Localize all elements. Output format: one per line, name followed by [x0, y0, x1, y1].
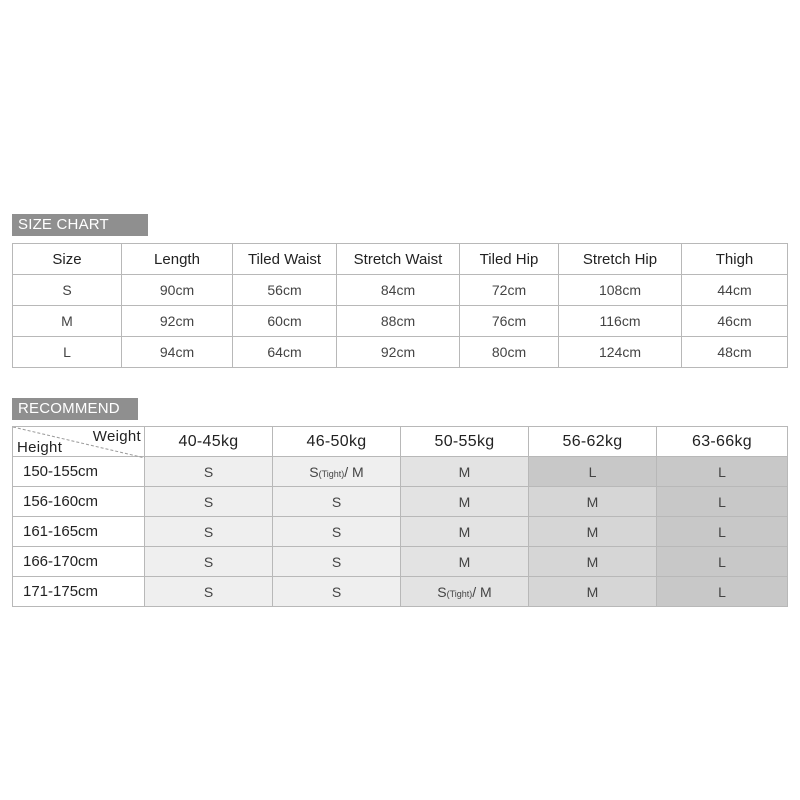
- corner-weight-label: Weight: [92, 428, 141, 445]
- height-label: 161-165cm: [13, 517, 145, 547]
- measurement-cell: 44cm: [682, 275, 788, 306]
- header-stretch-waist: Stretch Waist: [337, 244, 460, 275]
- measurement-cell: 46cm: [682, 306, 788, 337]
- measurement-cell: 116cm: [559, 306, 682, 337]
- recommend-header-row: [13, 427, 788, 457]
- recommended-size-cell: L: [657, 547, 788, 577]
- measurement-cell: 60cm: [233, 306, 337, 337]
- measurement-cell: 94cm: [122, 337, 233, 368]
- recommend-title: RECOMMEND: [12, 398, 138, 420]
- size-main: S: [437, 583, 447, 600]
- recommended-size-cell: S: [145, 517, 273, 547]
- tight-note: (Tight): [446, 588, 473, 599]
- recommended-size-cell: S: [273, 577, 401, 607]
- corner-height-label: Height: [17, 439, 63, 456]
- measurement-cell: 80cm: [460, 337, 559, 368]
- weight-header: 46-50kg: [273, 427, 401, 457]
- measurement-cell: 72cm: [460, 275, 559, 306]
- recommended-size-cell: S: [145, 577, 273, 607]
- header-stretch-hip: Stretch Hip: [559, 244, 682, 275]
- header-tiled-hip: Tiled Hip: [460, 244, 559, 275]
- size-row: [13, 275, 788, 306]
- recommended-size-cell: M: [401, 517, 529, 547]
- recommended-size-cell: [273, 457, 401, 487]
- recommended-size-cell: L: [657, 457, 788, 487]
- header-tiled-waist: Tiled Waist: [233, 244, 337, 275]
- recommended-size-cell: M: [529, 547, 657, 577]
- recommended-size-cell: [401, 577, 529, 607]
- size-main: S: [309, 463, 319, 480]
- weight-header: 56-62kg: [529, 427, 657, 457]
- recommend-table: [12, 426, 788, 607]
- header-length: Length: [122, 244, 233, 275]
- size-alt: / M: [344, 463, 364, 480]
- measurement-cell: 90cm: [122, 275, 233, 306]
- header-size: Size: [13, 244, 122, 275]
- measurement-cell: 76cm: [460, 306, 559, 337]
- weight-height-corner: [13, 427, 145, 457]
- recommend-row: [13, 487, 788, 517]
- measurement-cell: 64cm: [233, 337, 337, 368]
- size-row: [13, 337, 788, 368]
- recommended-size-cell: S: [273, 547, 401, 577]
- recommended-size-cell: S: [145, 457, 273, 487]
- recommend-row: [13, 457, 788, 487]
- height-label: 166-170cm: [13, 547, 145, 577]
- size-row: [13, 306, 788, 337]
- recommended-size-cell: M: [401, 547, 529, 577]
- recommended-size-cell: M: [401, 457, 529, 487]
- size-alt: / M: [472, 583, 492, 600]
- recommended-size-cell: M: [401, 487, 529, 517]
- recommended-size-cell: L: [657, 517, 788, 547]
- measurement-cell: 88cm: [337, 306, 460, 337]
- height-label: 171-175cm: [13, 577, 145, 607]
- measurement-cell: 84cm: [337, 275, 460, 306]
- recommend-row: [13, 577, 788, 607]
- recommended-size-cell: L: [657, 487, 788, 517]
- recommended-size-cell: S: [145, 487, 273, 517]
- recommend-row: [13, 547, 788, 577]
- recommend-row: [13, 517, 788, 547]
- measurement-cell: 92cm: [337, 337, 460, 368]
- measurement-cell: 48cm: [682, 337, 788, 368]
- measurement-cell: 108cm: [559, 275, 682, 306]
- size-label: M: [13, 306, 122, 337]
- weight-header: 40-45kg: [145, 427, 273, 457]
- recommended-size-cell: M: [529, 517, 657, 547]
- measurement-cell: 56cm: [233, 275, 337, 306]
- measurement-cell: 92cm: [122, 306, 233, 337]
- tight-note: (Tight): [318, 468, 345, 479]
- header-thigh: Thigh: [682, 244, 788, 275]
- recommended-size-cell: S: [145, 547, 273, 577]
- size-label: L: [13, 337, 122, 368]
- weight-header: 63-66kg: [657, 427, 788, 457]
- size-chart-title: SIZE CHART: [12, 214, 148, 236]
- size-label: S: [13, 275, 122, 306]
- recommended-size-cell: S: [273, 487, 401, 517]
- size-chart-header-row: [13, 244, 788, 275]
- recommended-size-cell: S: [273, 517, 401, 547]
- recommended-size-cell: M: [529, 577, 657, 607]
- height-label: 156-160cm: [13, 487, 145, 517]
- recommended-size-cell: M: [529, 487, 657, 517]
- measurement-cell: 124cm: [559, 337, 682, 368]
- recommended-size-cell: L: [529, 457, 657, 487]
- weight-header: 50-55kg: [401, 427, 529, 457]
- height-label: 150-155cm: [13, 457, 145, 487]
- size-chart-table: [12, 243, 788, 368]
- recommended-size-cell: L: [657, 577, 788, 607]
